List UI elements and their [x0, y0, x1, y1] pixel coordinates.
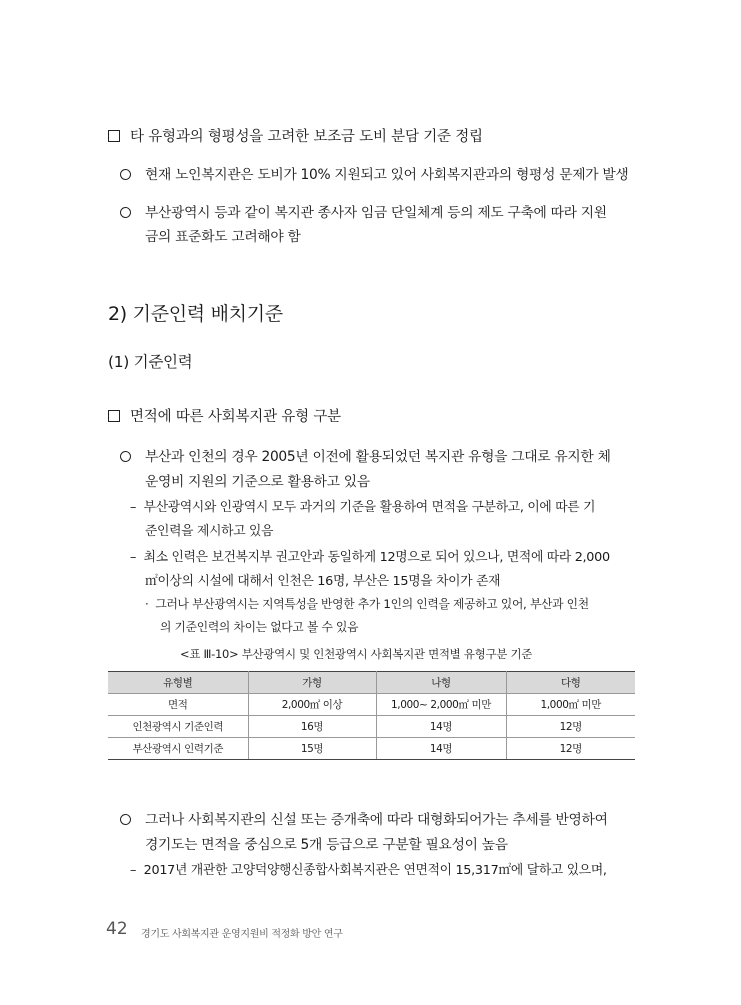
dash-item-3 — [130, 859, 607, 878]
table-cell: 14명 — [376, 738, 506, 760]
circle-bullet-icon — [120, 814, 131, 825]
bullet-text: 면적에 따른 사회복지관 유형 구분 — [130, 409, 341, 425]
dash-item-2 — [130, 546, 610, 565]
table-cell: 부산광역시 인력기준 — [108, 738, 248, 760]
dash-item-1 — [130, 496, 595, 515]
table-row — [108, 738, 635, 760]
table-cell: 면적 — [108, 694, 248, 716]
table-header-cell: 가형 — [248, 672, 376, 694]
area-type-table — [108, 671, 635, 760]
table-cell: 16명 — [248, 716, 376, 738]
dash-marker: – — [130, 863, 137, 878]
dot-item-1-cont: 의 기준인력의 차이는 없다고 볼 수 있음 — [160, 620, 359, 634]
table-header-cell: 유형별 — [108, 672, 248, 694]
table-cell: 인천광역시 기준인력 — [108, 716, 248, 738]
sub-bullet-2-2-cont: 경기도는 면적을 중심으로 5개 등급으로 구분할 필요성이 높음 — [145, 837, 508, 853]
sub-bullet-text: 그러나 사회복지관의 신설 또는 증개축에 따라 대형화되어가는 추세를 반영하여 — [145, 812, 608, 828]
circle-bullet-icon — [120, 451, 131, 462]
dot-marker: · — [145, 597, 149, 611]
dash-text: 최소 인력은 보건복지부 권고안과 동일하게 12명으로 되어 있으나, 면적에 따라 2,000 — [143, 550, 610, 565]
dash-text: 부산광역시와 인광역시 모두 과거의 기준을 활용하여 면적을 구분하고, 이에 따른 기 — [143, 500, 596, 515]
table-cell: 12명 — [506, 716, 635, 738]
sub-bullet-2-2 — [120, 808, 608, 828]
table-header-cell: 나형 — [376, 672, 506, 694]
dash-text: 2017년 개관한 고양덕양행신종합사회복지관은 연면적이 15,317㎡에 달하고 있으며, — [143, 863, 607, 878]
bullet-text: 타 유형과의 형평성을 고려한 보조금 도비 분담 기준 정립 — [130, 129, 483, 145]
circle-bullet-icon — [120, 169, 131, 180]
sub-bullet-text: 부산과 인천의 경우 2005년 이전에 활용되었던 복지관 유형을 그대로 유지한 체 — [145, 449, 611, 465]
dash-marker: – — [130, 550, 137, 565]
square-bullet-icon — [108, 130, 120, 142]
sub-bullet-1-2 — [120, 201, 607, 221]
table-header-row — [108, 672, 635, 694]
table-cell: 1,000㎡ 미만 — [506, 694, 635, 716]
subsection-heading: (1) 기준인력 — [108, 353, 193, 371]
dot-item-1 — [145, 595, 589, 612]
dash-item-2-cont: ㎡이상의 시설에 대해서 인천은 16명, 부산은 15명을 차이가 존재 — [145, 574, 501, 589]
sub-bullet-2-1 — [120, 445, 611, 465]
table-row — [108, 694, 635, 716]
dash-item-1-cont: 준인력을 제시하고 있음 — [145, 524, 274, 539]
section-bullet-2 — [108, 405, 341, 426]
footer-title: 경기도 사회복지관 운영지원비 적정화 방안 연구 — [141, 929, 343, 940]
table-cell: 12명 — [506, 738, 635, 760]
sub-bullet-text: 부산광역시 등과 같이 복지관 종사자 임금 단일체계 등의 제도 구축에 따라 지원 — [145, 205, 607, 221]
table-caption: <표 Ⅲ-10> 부산광역시 및 인천광역시 사회복지관 면적별 유형구분 기준 — [180, 647, 533, 661]
table-cell: 1,000~ 2,000㎡ 미만 — [376, 694, 506, 716]
dot-text: 그러나 부산광역시는 지역특성을 반영한 추가 1인의 인력을 제공하고 있어, 부산과 인천 — [155, 597, 589, 611]
table-cell: 2,000㎡ 이상 — [248, 694, 376, 716]
table-row — [108, 716, 635, 738]
sub-bullet-1-2-cont: 금의 표준화도 고려해야 함 — [145, 229, 301, 245]
sub-bullet-2-1-cont: 운영비 지원의 기준으로 활용하고 있음 — [145, 474, 370, 490]
circle-bullet-icon — [120, 207, 131, 218]
square-bullet-icon — [108, 410, 120, 422]
dash-marker: – — [130, 500, 137, 515]
section-heading: 2) 기준인력 배치기준 — [108, 303, 283, 325]
page-number: 42 — [106, 919, 128, 939]
sub-bullet-text: 현재 노인복지관은 도비가 10% 지원되고 있어 사회복지관과의 형평성 문제가 발생 — [145, 167, 629, 183]
section-bullet-1 — [108, 125, 483, 146]
table-header-cell: 다형 — [506, 672, 635, 694]
table-cell: 14명 — [376, 716, 506, 738]
sub-bullet-1-1 — [120, 163, 628, 183]
table-cell: 15명 — [248, 738, 376, 760]
